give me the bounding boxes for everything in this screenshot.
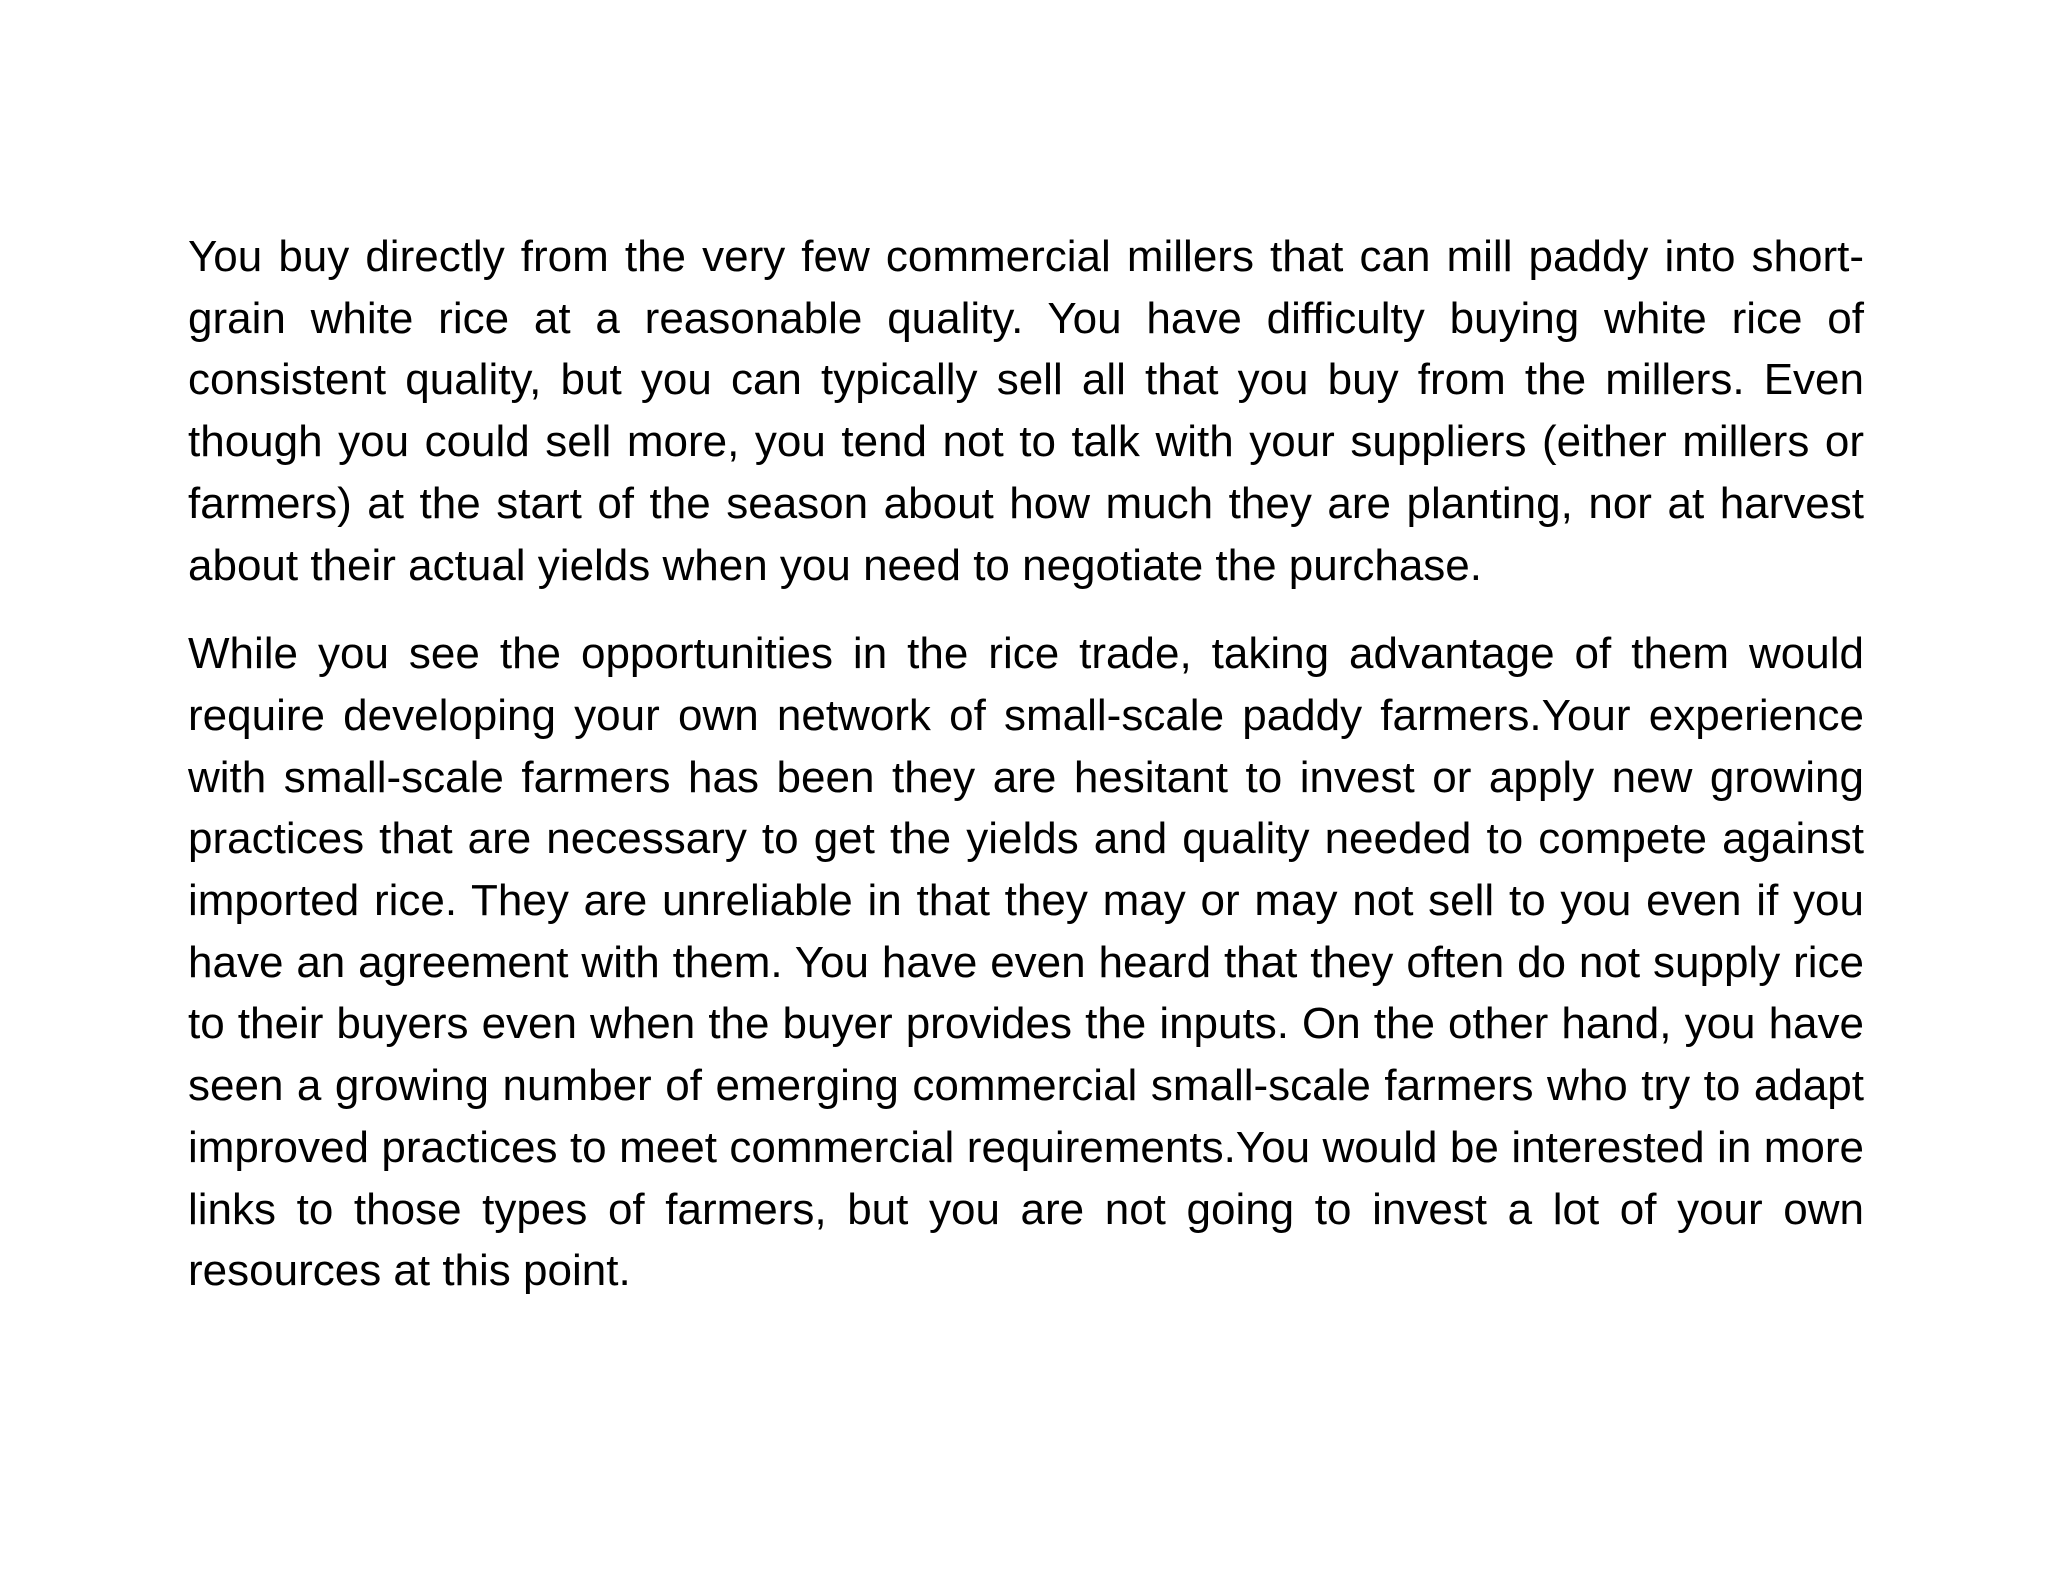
body-text — [188, 226, 1864, 1302]
paragraph-1: You buy directly from the very few commercial millers that can mill paddy into short-grain white rice at a reasonable quality. You have difficulty buying white rice of consistent quality, but you can typically sell all that you buy from the millers. Even though you could sell more, you tend not to talk with your suppliers (either millers or farmers) at the start of the season about how much they are planting, nor at harvest about their actual yields when you need to negotiate the purchase. — [188, 232, 1864, 590]
paragraph-2: While you see the opportunities in the rice trade, taking advantage of them would require developing your own network of small-scale paddy farmers.Your experience with small-scale farmers has been they are hesitant to invest or apply new growing practices that are necessary to get the yields and quality needed to compete against imported rice. They are unreliable in that they may or may not sell to you even if you have an agreement with them. You have even heard that they often do not supply rice to their buyers even when the buyer provides the inputs. On the other hand, you have seen a growing number of emerging commercial small-scale farmers who try to adapt improved practices to meet commercial requirements.You would be interested in more links to those types of farmers, but you are not going to invest a lot of your own resources at this point. — [188, 629, 1864, 1296]
